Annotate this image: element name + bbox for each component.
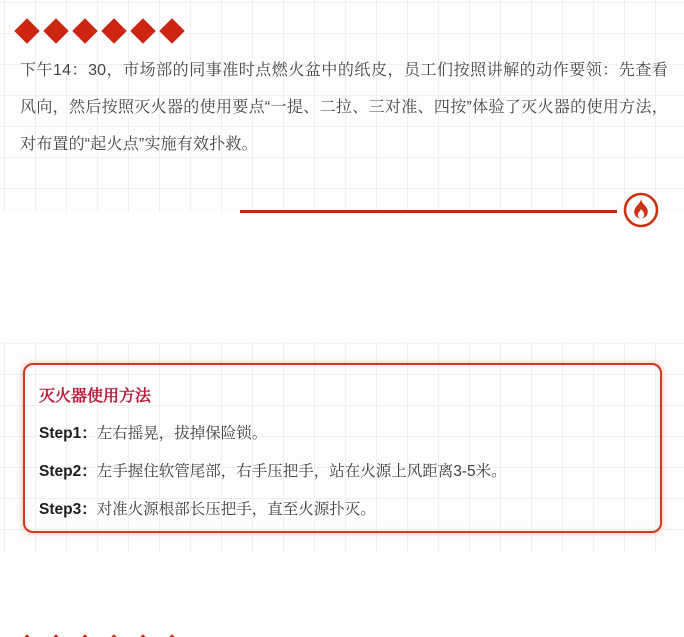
steps-box — [23, 363, 662, 533]
step-label: Step1： — [39, 425, 97, 442]
step-item-3 — [39, 501, 646, 519]
step-text: 左右摇晃，拔掉保险锁。 — [96, 425, 268, 442]
diamond-icon — [159, 18, 184, 43]
step-label: Step3： — [39, 501, 97, 518]
diamond-icon — [72, 18, 97, 43]
step-item-1 — [39, 425, 646, 443]
steps-box-title: 灭火器使用方法 — [39, 388, 152, 405]
section-intro — [0, 0, 684, 212]
diamond-icon — [14, 18, 39, 43]
diamond-divider-top — [12, 22, 186, 40]
diamond-icon — [43, 18, 68, 43]
section-divider-line — [240, 210, 617, 213]
diamond-icon — [130, 18, 155, 43]
step-text: 左手握住软管尾部，右手压把手，站在火源上风距离3-5米。 — [96, 463, 507, 480]
step-item-2 — [39, 463, 646, 481]
fire-icon — [623, 192, 659, 228]
diamond-icon — [101, 18, 126, 43]
intro-paragraph: 下午14：30，市场部的同事准时点燃火盆中的纸皮，员工们按照讲解的动作要领：先查看风向，然后按照灭火器的使用要点“一提、二拉、三对准、四按”体验了灭火器的使用方法，对布置的“起火点”实施有效扑救。 — [20, 62, 668, 153]
step-label: Step2： — [39, 463, 97, 480]
step-text: 对准火源根部长压把手，直至火源扑灭。 — [96, 501, 376, 518]
